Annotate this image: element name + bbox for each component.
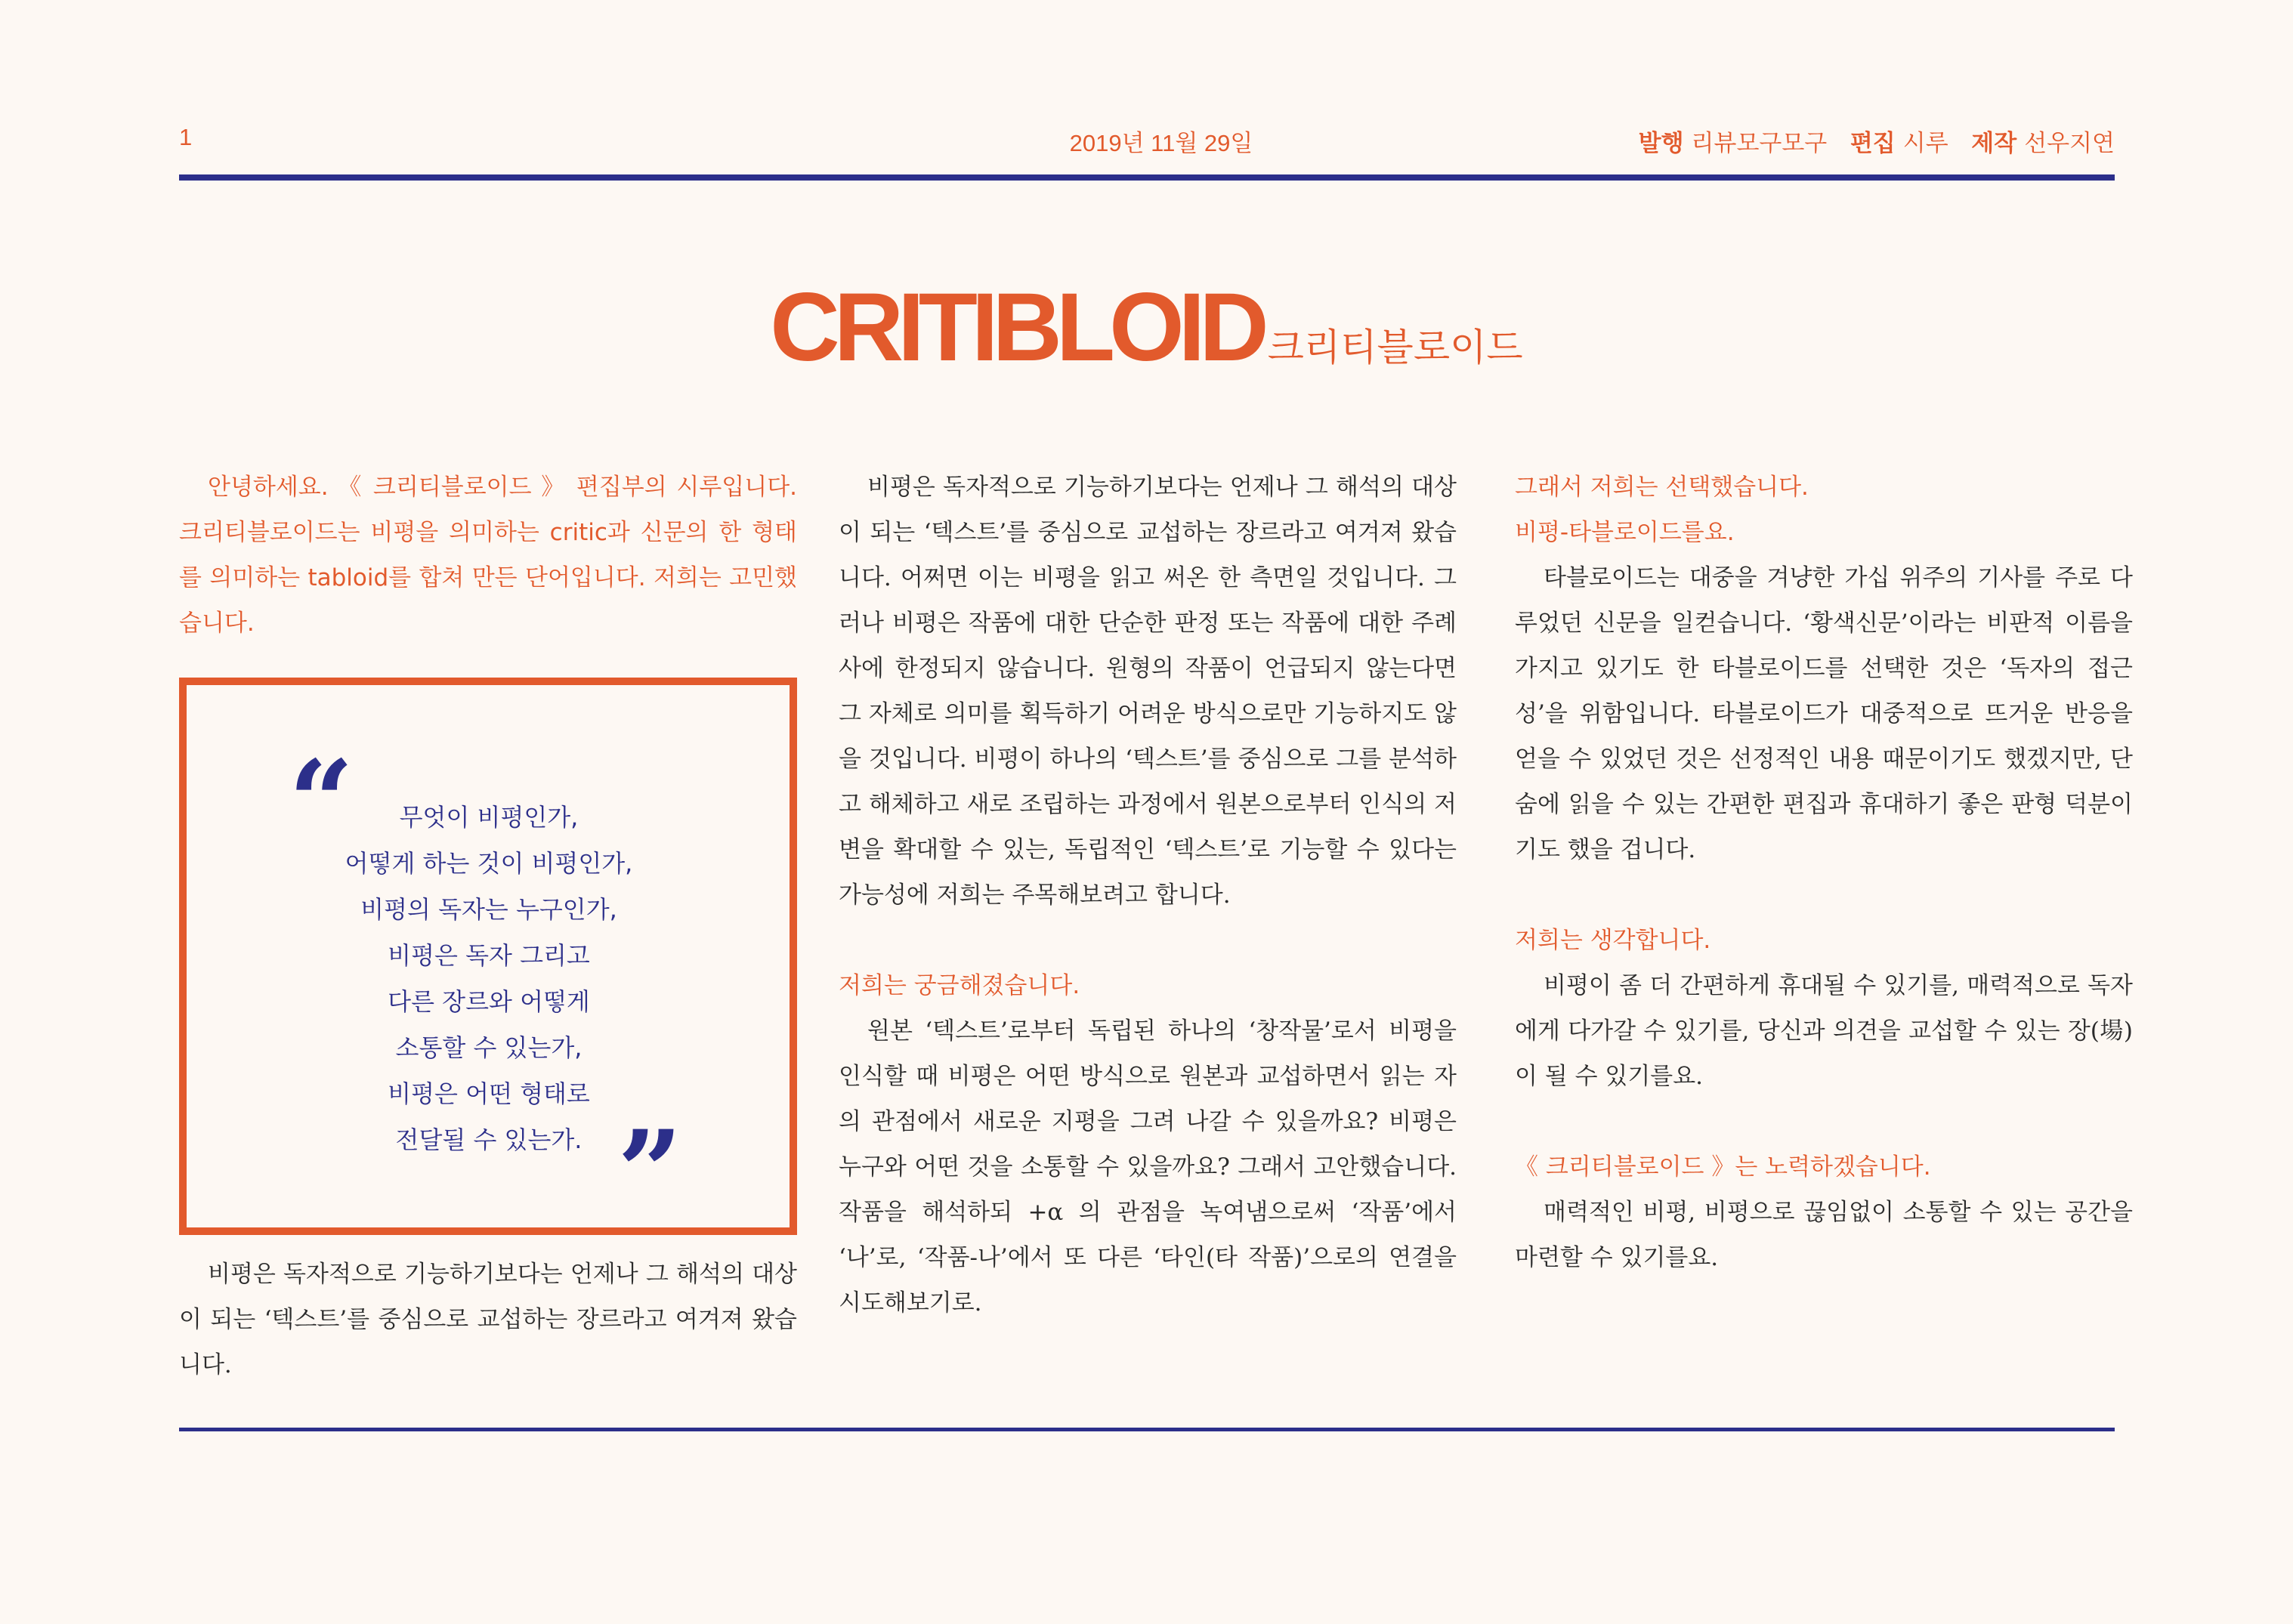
body-paragraph: 비평은 독자적으로 기능하기보다는 언제나 그 해석의 대상이 되는 ‘텍스트’를 중심으로 교섭하는 장르라고 여겨져 왔습니다. 어쩌면 이는 비평을 읽고 써온 한 측면일 것입니다. 그러나 비평은 작품에 대한 단순한 판정 또는 작품에 대한 주례사에 한정되지 않습니다. 원형의 작품이 언급되지 않는다면 그 자체로 의미를 획득하기 어려운 방식으로만 기능하지도 않을 것입니다. 비평이 하나의 ‘텍스트’를 중심으로 그를 분석하고 해체하고 새로 조립하는 과정에서 원본으로부터 인식의 저변을 확대할 수 있는, 독립적인 ‘텍스트’로 기능할 수 있다는 가능성에 저희는 주목해보려고 합니다. (839, 474, 1457, 909)
quote-line: 비평의 독자는 누구인가, (360, 895, 617, 924)
credit-name-publisher: 리뷰모구모구 (1691, 130, 1828, 156)
masthead-title-korean: 크리티블로이드 (1267, 326, 1523, 369)
pull-quote-text (187, 795, 791, 1163)
close-quote-mark: ” (617, 1106, 683, 1239)
credit-role-producer: 제작 (1971, 130, 2017, 156)
column-2 (839, 465, 1457, 1326)
body-paragraph: 원본 ‘텍스트’로부터 독립된 하나의 ‘창작물’로서 비평을 인식할 때 비평은 어떤 방식으로 원본과 교섭하면서 읽는 자의 관점에서 새로운 지평을 그려 나갈 수 있을까요? 비평은 누구와 어떤 것을 소통할 수 있을까요? 그래서 고안했습니다. 작품을 해석하되 +α 의 관점을 녹여냄으로써 ‘작품’에서 ‘나’로, ‘작품-나’에서 또 다른 ‘타인(타 작품)’으로의 연결을 시도해보기로. (839, 1017, 1457, 1317)
body-paragraph: 비평이 좀 더 간편하게 휴대될 수 있기를, 매력적으로 독자에게 다가갈 수 있기를, 당신과 의견을 교섭할 수 있는 장(場)이 될 수 있기를요. (1515, 972, 2133, 1090)
body-paragraph: 타블로이드는 대중을 겨냥한 가십 위주의 기사를 주로 다루었던 신문을 일컫습니다. ‘황색신문’이라는 비판적 이름을 가지고 있기도 한 타블로이드를 선택한 것은 ‘독자의 접근성’을 위함입니다. 타블로이드가 대중적으로 뜨거운 반응을 얻을 수 있었던 것은 선정적인 내용 때문이기도 했겠지만, 단숨에 읽을 수 있는 간편한 편집과 휴대하기 좋은 판형 덕분이기도 했을 겁니다. (1515, 564, 2133, 863)
masthead-title-english: CRITIBLOID (770, 273, 1263, 381)
section-heading: 그래서 저희는 선택했습니다. (1515, 474, 1809, 501)
quote-line: 소통할 수 있는가, (395, 1033, 583, 1062)
page-number: 1 (179, 124, 193, 150)
footer-divider (179, 1428, 2115, 1431)
column-3 (1515, 465, 2133, 1280)
page-header (179, 124, 2115, 157)
section-heading: 《 크리티블로이드 》는 노력하겠습니다. (1515, 1153, 1931, 1181)
credit-name-producer: 선우지연 (2024, 130, 2115, 156)
credits (1639, 124, 2115, 158)
intro-paragraph: 안녕하세요. 《 크리티블로이드 》 편집부의 시루입니다. 크리티블로이드는 비평을 의미하는 critic과 신문의 한 형태를 의미하는 tabloid를 합쳐 만든 단어입니다. 저희는 고민했습니다. (179, 474, 797, 637)
quote-line: 비평은 어떤 형태로 (388, 1079, 590, 1108)
quote-line: 비평은 독자 그리고 (388, 941, 590, 970)
open-quote-mark: “ (289, 736, 354, 869)
credit-name-editor: 시루 (1902, 130, 1948, 156)
section-heading: 비평-타블로이드를요. (1515, 519, 1735, 546)
pull-quote-box (179, 678, 797, 1239)
credit-role-publisher: 발행 (1638, 130, 1684, 156)
header-divider (179, 174, 2115, 181)
column-1 (179, 465, 797, 1388)
quote-line: 전달될 수 있는가. (395, 1125, 583, 1154)
publication-date: 2019년 11월 29일 (1069, 130, 1253, 156)
section-heading: 저희는 궁금해졌습니다. (839, 972, 1080, 999)
masthead (0, 272, 2293, 383)
quote-line: 다른 장르와 어떻게 (388, 987, 590, 1016)
quote-line: 어떻게 하는 것이 비평인가, (345, 849, 633, 878)
credit-role-editor: 편집 (1850, 130, 1896, 156)
body-paragraph: 비평은 독자적으로 기능하기보다는 언제나 그 해석의 대상이 되는 ‘텍스트’를 중심으로 교섭하는 장르라고 여겨져 왔습니다. (179, 1261, 797, 1379)
quote-line: 무엇이 비평인가, (399, 803, 579, 832)
section-heading: 저희는 생각합니다. (1515, 927, 1711, 954)
body-paragraph: 매력적인 비평, 비평으로 끊임없이 소통할 수 있는 공간을 마련할 수 있기를요. (1515, 1199, 2133, 1271)
